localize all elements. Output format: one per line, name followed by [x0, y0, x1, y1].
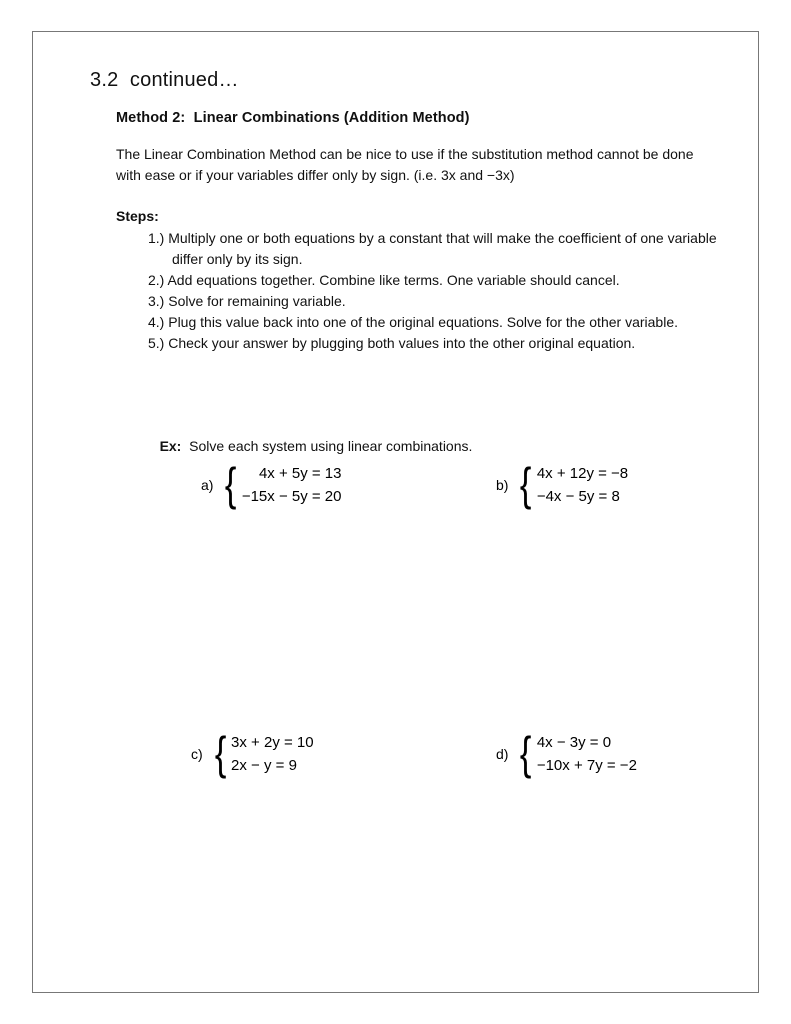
left-brace-icon: { [214, 727, 227, 779]
system-d [496, 727, 637, 779]
page-sheet [32, 31, 759, 993]
step-item: 5.) Check your answer by plugging both values into the other original equation. [148, 335, 636, 351]
system-label-b: b) [496, 477, 509, 493]
step-item: 1.) Multiply one or both equations by a constant that will make the coefficient of one variable differ only by its sign. [148, 230, 717, 267]
systems-grid [33, 32, 758, 992]
step-item: 4.) Plug this value back into one of the original equations. Solve for the other variable. [148, 314, 678, 330]
page-title: 3.2 continued… [90, 69, 239, 91]
left-brace-icon: { [225, 458, 237, 510]
example-label: Ex: [159, 438, 182, 454]
left-brace-icon: { [520, 727, 532, 779]
system-label-c: c) [191, 746, 203, 762]
system-b [496, 458, 629, 510]
step-item: 3.) Solve for remaining variable. [148, 293, 346, 309]
system-label-a: a) [201, 477, 214, 493]
equation-stack-b [537, 462, 628, 508]
system-a [201, 458, 342, 510]
intro-paragraph: The Linear Combination Method can be nice to use if the substitution method cannot be done with ease or if your variables differ only by sign. (i.e. 3x and −3x) [116, 146, 694, 183]
steps-label: Steps: [116, 208, 159, 224]
equation-stack-d [537, 731, 637, 777]
left-brace-icon: { [520, 458, 532, 510]
equation: 2x − y = 9 [231, 757, 297, 774]
system-c [191, 727, 314, 779]
equation: 3x + 2y = 10 [231, 734, 314, 751]
equation: −4x − 5y = 8 [536, 488, 620, 505]
equation-stack-a [242, 462, 342, 508]
equation: 4x + 12y = −8 [536, 465, 629, 482]
equation: −10x + 7y = −2 [536, 757, 637, 774]
example-text: Solve each system using linear combinations. [181, 438, 473, 454]
section-heading: Method 2: Linear Combinations (Addition Method) [116, 110, 470, 126]
equation: −15x − 5y = 20 [241, 488, 342, 505]
equation-stack-c [231, 731, 314, 777]
equation: 4x − 3y = 0 [536, 734, 612, 751]
step-item: 2.) Add equations together. Combine like terms. One variable should cancel. [148, 272, 620, 288]
equation: 4x + 5y = 13 [258, 465, 342, 482]
system-label-d: d) [496, 746, 509, 762]
